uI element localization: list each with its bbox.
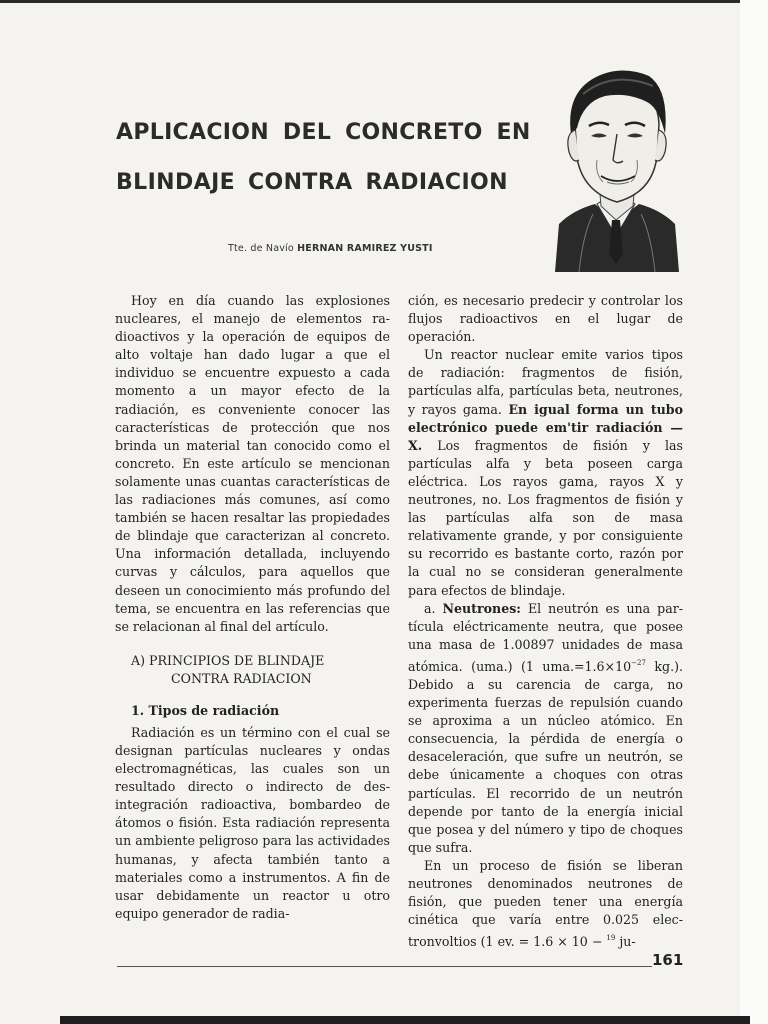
left-column bbox=[115, 292, 390, 923]
text-run: ju- bbox=[619, 934, 636, 950]
title-word: BLINDAJE bbox=[116, 170, 236, 195]
section-heading-line: A) PRINCIPIOS DE BLINDAJE bbox=[131, 652, 325, 668]
title-line-2 bbox=[116, 158, 508, 208]
paragraph bbox=[408, 857, 683, 951]
man-portrait-sketch-icon bbox=[553, 64, 681, 274]
footer-rule bbox=[117, 966, 652, 967]
term-label: Neutrones: bbox=[442, 600, 521, 616]
text-run: kg.). Debido a su carencia de carga, no experimenta fuerzas de repulsión cuando se aproxima a un núcleo atómico. En consecuencia, la pérdida de energía o desaceleración, que sufre un neutrón, se debe únicamente a choques con otras partículas. El recorrido de un neutrón depende por tanto de la energía inicial que posea y del número y tipo de choques que sufra. bbox=[408, 658, 683, 855]
author-rank: Tte. de Navío bbox=[228, 243, 294, 254]
text-run: Un reactor nuclear emite varios tipos de radiación: fragmentos de fisión, partículas alfa, partículas beta, neutrones, y rayos gama. bbox=[408, 347, 683, 417]
paragraph bbox=[408, 346, 683, 599]
article-title bbox=[116, 108, 536, 208]
text-run: El neutrón es una partícula eléctricamente neutra, que posee una masa de 1.00897 unidades de masa atómica. (uma.) (1 uma.=1.6×10 bbox=[408, 600, 683, 674]
author-name: HERNAN RAMIREZ YUSTI bbox=[297, 243, 433, 254]
page-top-edge bbox=[0, 0, 748, 3]
section-heading-line: CONTRA RADIACION bbox=[171, 670, 312, 686]
text-run: En un proceso de fisión se liberan neutrones denominados neutrones de fisión, que pueden tener una energía cinética que varía entre 0.025 electronvoltios (1 ev. = 1.6 × 10 − bbox=[408, 857, 683, 950]
list-label: a. bbox=[424, 600, 436, 616]
bold-text-run: En igual forma un tubo electrónico puede em'tir radiación —X. bbox=[408, 401, 683, 453]
exponent: 19 bbox=[606, 934, 616, 943]
paragraph: ción, es necesario predecir y controlar los flujos radioactivos en el lugar de operación. bbox=[408, 293, 683, 345]
text-run: Los fragmentos de fisión y las partículas alfa y beta poseen carga eléctrica. Los rayos gama, rayos X y neutrones, no. Los fragmentos de fisión y las partículas alfa son de masa relativamente grande, y por consiguiente su recorrido es bastante corto, razón por la cual no se consideran generalmente para efectos de blindaje. bbox=[408, 437, 683, 598]
title-word: CONTRA bbox=[247, 170, 353, 195]
page-number: 161 bbox=[652, 951, 684, 969]
right-column bbox=[408, 292, 683, 951]
page-bottom-edge bbox=[60, 1016, 750, 1024]
title-word: RADIACION bbox=[365, 170, 508, 195]
paragraph: Hoy en día cuando las explosiones nucleares, el manejo de elementos radioactivos y la operación de equipos de alto voltaje han dado lugar a que el individuo se encuentre expuesto a cada momento a un mayor efecto de la radiación, es conveniente conocer las características de protección que nos brinda un material tan conocido como el concreto. En este artículo se mencionan solamente unas cuantas características de las radiaciones más comunes, así como también se hacen resaltar las propiedades de blindaje que caracterizan al concreto. Una información detallada, incluyendo curvas y cálculos, para aquellos que deseen un conocimiento más profundo del tema, se encuentra en las referencias que se relacionan al final del artículo. bbox=[115, 293, 390, 634]
subsection-heading: 1. Tipos de radiación bbox=[131, 702, 280, 718]
page-right-margin bbox=[740, 0, 768, 1024]
exponent: −27 bbox=[631, 658, 646, 667]
paragraph bbox=[408, 600, 683, 857]
section-heading-a bbox=[115, 652, 390, 688]
author-byline bbox=[228, 243, 433, 254]
paragraph: Radiación es un término con el cual se designan partículas nucleares y ondas electromagnéticas, las cuales son un resultado directo o indirecto de desintegración radioactiva, bombardeo de átomos o fisión. Esta radiación representa un ambiente peligroso para las actividades humanas, y afecta también tanto a materiales como a instrumentos. A fin de usar debidamente un reactor u otro equipo generador de radia- bbox=[115, 724, 390, 921]
title-line-1: APLICACION DEL CONCRETO EN bbox=[116, 120, 531, 145]
